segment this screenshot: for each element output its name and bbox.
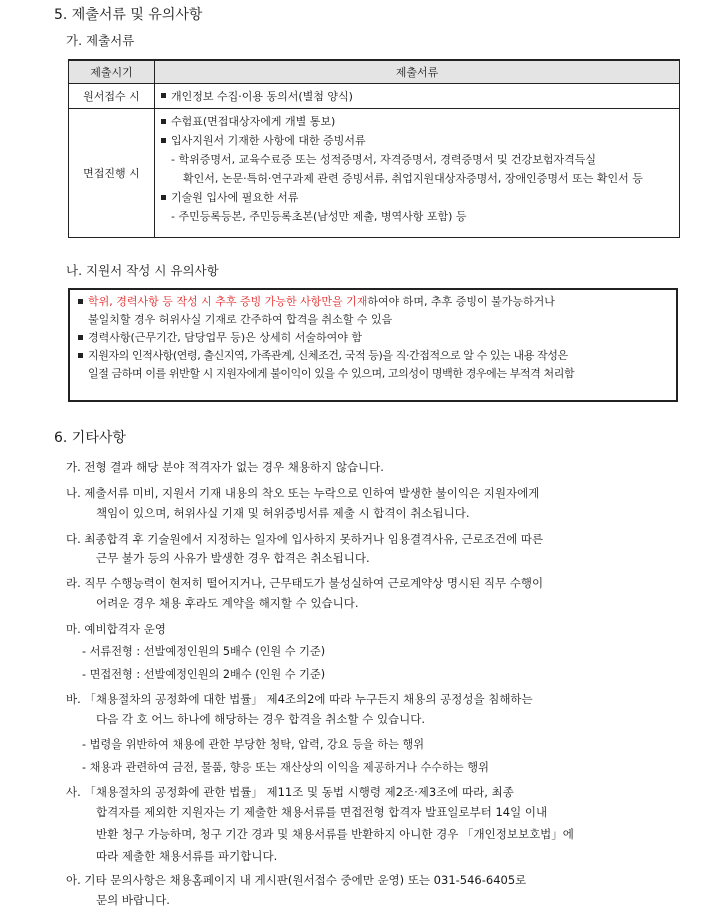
section-6-title: 6. 기타사항 <box>54 430 126 446</box>
bullet-square-icon <box>78 299 83 304</box>
subsection-ga-title: 가. 제출서류 <box>66 33 135 48</box>
etc-item-ba-cont: 다음 각 호 어느 하나에 해당하는 경우 합격을 취소할 수 있습니다. <box>96 712 426 726</box>
etc-item-sa-cont-1: 합격자를 제외한 지원자는 기 제출한 채용서류를 면접전형 합격자 발표일로부터 14일 이내 <box>96 805 548 819</box>
submission-documents-table <box>68 59 680 238</box>
doc-consent-form: 개인정보 수집·이용 동의서(별첨 양식) <box>171 89 353 103</box>
notice-line-4: 지원자의 인적사항(연령, 출신지역, 가족관계, 신체조건, 국적 등)을 직·간접적으로 알 수 있는 내용 작성은 <box>88 349 568 362</box>
etc-item-sa-cont-3: 따라 제출한 채용서류를 파기합니다. <box>96 849 278 863</box>
section-5-title: 5. 제출서류 및 유의사항 <box>54 7 203 23</box>
etc-item-da: 다. 최종합격 후 기술원에서 지정하는 일자에 입사하지 못하거나 임용결격사유, 근로조건에 따른 <box>66 532 544 546</box>
etc-item-sa: 사. 「채용절차의 공정화에 관한 법률」 제11조 및 동법 시행령 제2조·제3조에 따라, 최종 <box>66 785 514 799</box>
etc-item-da-cont: 근무 불가 등의 사유가 발생한 경우 합격은 취소됩니다. <box>96 551 370 565</box>
doc-entry-detail: - 주민등록등본, 주민등록초본(남성만 제출, 병역사항 포함) 등 <box>171 210 467 223</box>
doc-evidence-detail-1: - 학위증명서, 교육수료증 또는 성적증명서, 자격증명서, 경력증명서 및 건강보험자격득실 <box>171 153 596 166</box>
table-header-row <box>69 60 680 84</box>
etc-item-ra-cont: 어려운 경우 채용 후라도 계약을 해지할 수 있습니다. <box>96 596 359 610</box>
notice-line-1: 하여야 하며, 추후 증빙이 불가능하거나 <box>367 295 555 308</box>
etc-item-ba: 바. 「채용절차의 공정화에 대한 법률」 제4조의2에 따라 누구든지 채용의 공정성을 침해하는 <box>66 692 533 706</box>
etc-item-ba-2: - 채용과 관련하여 금전, 물품, 향응 또는 재산상의 이익을 제공하거나 수수하는 행위 <box>82 761 489 774</box>
subsection-na-title: 나. 지원서 작성 시 유의사항 <box>66 263 219 278</box>
application-notice-box <box>68 288 678 402</box>
etc-item-ga: 가. 전형 결과 해당 분야 적격자가 없는 경우 채용하지 않습니다. <box>66 460 384 474</box>
notice-line-2: 불일치할 경우 허위사실 기재로 간주하여 합격을 취소할 수 있음 <box>88 313 393 326</box>
etc-item-sa-cont-2: 반환 청구 가능하며, 청구 기간 경과 및 채용서류를 반환하지 아니한 경우 「개인정보보호법」에 <box>96 827 574 841</box>
etc-item-na: 나. 제출서류 미비, 지원서 기재 내용의 착오 또는 누락으로 인하여 발생한 불이익은 지원자에게 <box>66 486 540 500</box>
etc-item-ma-doc: - 서류전형 : 선발예정인원의 5배수 (인원 수 기준) <box>82 645 326 658</box>
bullet-square-icon <box>78 353 83 358</box>
header-submission-docs: 제출서류 <box>155 60 680 84</box>
notice-highlight: 학위, 경력사항 등 작성 시 추후 증빙 가능한 사항만을 기재 <box>88 295 368 308</box>
row-interview-time: 면접진행 시 <box>69 109 155 238</box>
etc-item-a-cont: 문의 바랍니다. <box>96 893 170 907</box>
row-application-time: 원서접수 시 <box>69 84 155 109</box>
etc-item-ma: 마. 예비합격자 운영 <box>66 622 166 636</box>
doc-exam-ticket: 수험표(면접대상자에게 개별 통보) <box>171 115 336 128</box>
etc-item-ra: 라. 직무 수행능력이 현저히 떨어지거나, 근무태도가 불성실하여 근로계약상 명시된 직무 수행이 <box>66 576 544 590</box>
bullet-square-icon <box>78 335 83 340</box>
doc-evidence: 입사지원서 기재한 사항에 대한 증빙서류 <box>171 134 366 147</box>
notice-line-3: 경력사항(근무기간, 담당업무 등)은 상세히 서술하여야 함 <box>88 331 362 344</box>
notice-line-5: 일절 금하며 이를 위반할 시 지원자에게 불이익이 있을 수 있으며, 고의성이 명백한 경우에는 부적격 처리함 <box>88 367 575 380</box>
etc-item-a: 아. 기타 문의사항은 채용홈페이지 내 게시판(원서접수 중에만 운영) 또는 031-546-6405로 <box>66 873 527 887</box>
etc-item-ba-1: - 법령을 위반하여 채용에 관한 부당한 청탁, 압력, 강요 등을 하는 행위 <box>82 738 425 751</box>
header-submission-time: 제출시기 <box>69 60 155 84</box>
bullet-square-icon <box>161 138 166 143</box>
etc-item-na-cont: 책임이 있으며, 허위사실 기재 및 허위증빙서류 제출 시 합격이 취소됩니다. <box>96 506 470 520</box>
bullet-square-icon <box>161 93 166 98</box>
bullet-square-icon <box>161 195 166 200</box>
table-row <box>69 109 680 238</box>
doc-entry-required: 기술원 입사에 필요한 서류 <box>171 191 299 204</box>
doc-evidence-detail-2: 확인서, 논문·특허·연구과제 관련 증빙서류, 취업지원대상자증명서, 장애인증명서 또는 확인서 등 <box>183 172 643 185</box>
etc-item-ma-interview: - 면접전형 : 선발예정인원의 2배수 (인원 수 기준) <box>82 668 326 681</box>
table-row <box>69 84 680 109</box>
bullet-square-icon <box>161 119 166 124</box>
